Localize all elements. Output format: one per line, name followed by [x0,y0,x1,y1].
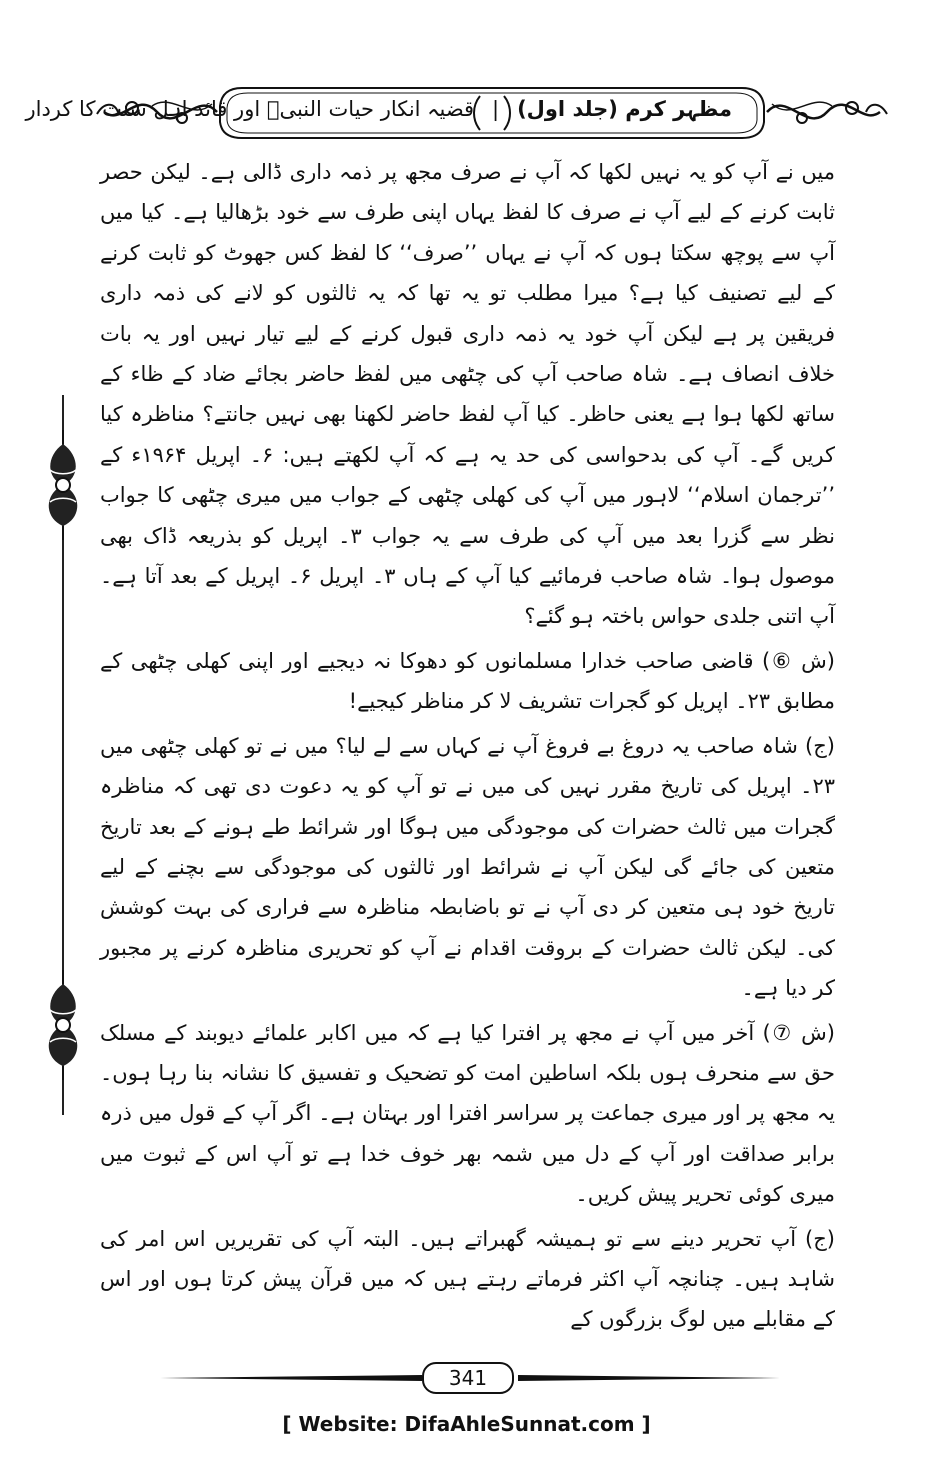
paragraph-objection-6: (ش ⑥) قاضی صاحب خدارا مسلمانوں کو دھوکا نہ دیجیے اور اپنی کھلی چٹھی کے مطابق ۲۳۔ اپریل کو گجرات تشریف لا کر مناظر کیجیے! [100,648,835,714]
margin-ornament-top [40,430,86,540]
paragraph-reply-6: (ج) شاہ صاحب یہ دروغ بے فروغ آپ نے کہاں سے لے لیا؟ میں نے تو کھلی چٹھی میں ۲۳۔ اپریل کی تاریخ مقرر نہیں کی میں نے تو آپ کو یہ دعوت دی تھی کہ مناظرہ گجرات میں ثالث حضرات کی موجودگی میں ہوگا اور شرائط طے ہونے کے بعد تاریخ متعین کی جائے گی لیکن آپ نے شرائط اور ثالثوں کی موجودگی سے بچنے کے لیے تاریخ خود ہی متعین کر دی آپ نے تو باضابطہ مناظرہ سے فراری کی بہت کوشش کی۔ لیکن ثالث حضرات کے بروقت اقدام نے آپ کو تحریری مناظرہ کرنے پر مجبور کر دیا ہے۔ [100,733,835,1001]
page-header [25,82,892,144]
body-text [100,152,835,1340]
header-title [25,90,732,128]
paragraph-reply-7: (ج) آپ تحریر دینے سے تو ہمیشہ گھبراتے ہیں۔ البتہ آپ کی تقریریں اس امر کی شاہد ہیں۔ چنانچہ آپ اکثر فرماتے رہتے ہیں کہ میں قرآن پیش کرتا ہوں اور اس کے مقابلے میں لوگ بزرگوں کے [100,1226,835,1332]
paragraph-reply-intro: میں نے آپ کو یہ نہیں لکھا کہ آپ نے صرف مجھ پر ذمہ داری ڈالی ہے۔ لیکن حصر ثابت کرنے کے لیے آپ نے صرف کا لفظ یہاں اپنی طرف سے خود بڑھالیا ہے۔ کیا میں آپ سے پوچھ سکتا ہوں کہ آپ نے یہاں ’’صرف‘‘ کا لفظ کس جھوٹ کو ثابت کرنے کے لیے تصنیف کیا ہے؟ میرا مطلب تو یہ تھا کہ یہ ثالثوں کو لانے کی ذمہ داری فریقین پر ہے لیکن آپ خود یہ ذمہ داری قبول کرنے کے لیے تیار نہیں اور یہ بات خلاف انصاف ہے۔ شاہ صاحب آپ کی چٹھی میں لفظ حاضر بجائے ضاد کے ظاء کے ساتھ لکھا ہوا ہے یعنی حاظر۔ کیا آپ لفظ حاضر لکھنا بھی نہیں جانتے؟ مناظرہ کیا کریں گے۔ آپ کی بدحواسی کی حد یہ ہے کہ آپ لکھتے ہیں: ۶۔ اپریل ۱۹۶۴ء کے ’’ترجمان اسلام‘‘ لاہور میں آپ کی کھلی چٹھی کے جواب میں میری چٹھی کا جواب نظر سے گزرا بعد میں آپ کی طرف سے یہ جواب ۳۔ اپریل کو بذریعہ ڈاک بھی موصول ہوا۔ شاہ صاحب فرمائیے کیا آپ کے ہاں ۳۔ اپریل ۶۔ اپریل کے بعد آتا ہے۔ آپ اتنی جلدی حواس باختہ ہو گئے؟ [100,160,836,629]
chapter-title: قضیہ انکار حیات النبیؐ اور قائد اہل سنت کا کردار [25,97,475,121]
page-number: 341 [422,1362,514,1394]
header-separator: ❘ [486,97,505,121]
paragraph-objection-7: (ش ⑦) آخر میں آپ نے مجھ پر افترا کیا ہے کہ میں اکابر علمائے دیوبند کے مسلک حق سے منحرف ہوں بلکہ اساطین امت کو تضحیک و تفسیق کا نشانہ بنا رہا ہوں۔ یہ مجھ پر اور میری جماعت پر سراسر افترا اور بہتان ہے۔ اگر آپ کے قول میں ذرہ برابر صداقت اور آپ کے دل میں شمہ بھر خوف خدا ہے تو آپ اس کے ثبوت میں میری کوئی تحریر پیش کریں۔ [100,1020,835,1207]
volume-title: مظہر کرم (جلد اول) [517,97,732,121]
website-footer: [ Website: DifaAhleSunnat.com ] [282,1412,651,1436]
margin-ornament-bottom [40,970,86,1080]
